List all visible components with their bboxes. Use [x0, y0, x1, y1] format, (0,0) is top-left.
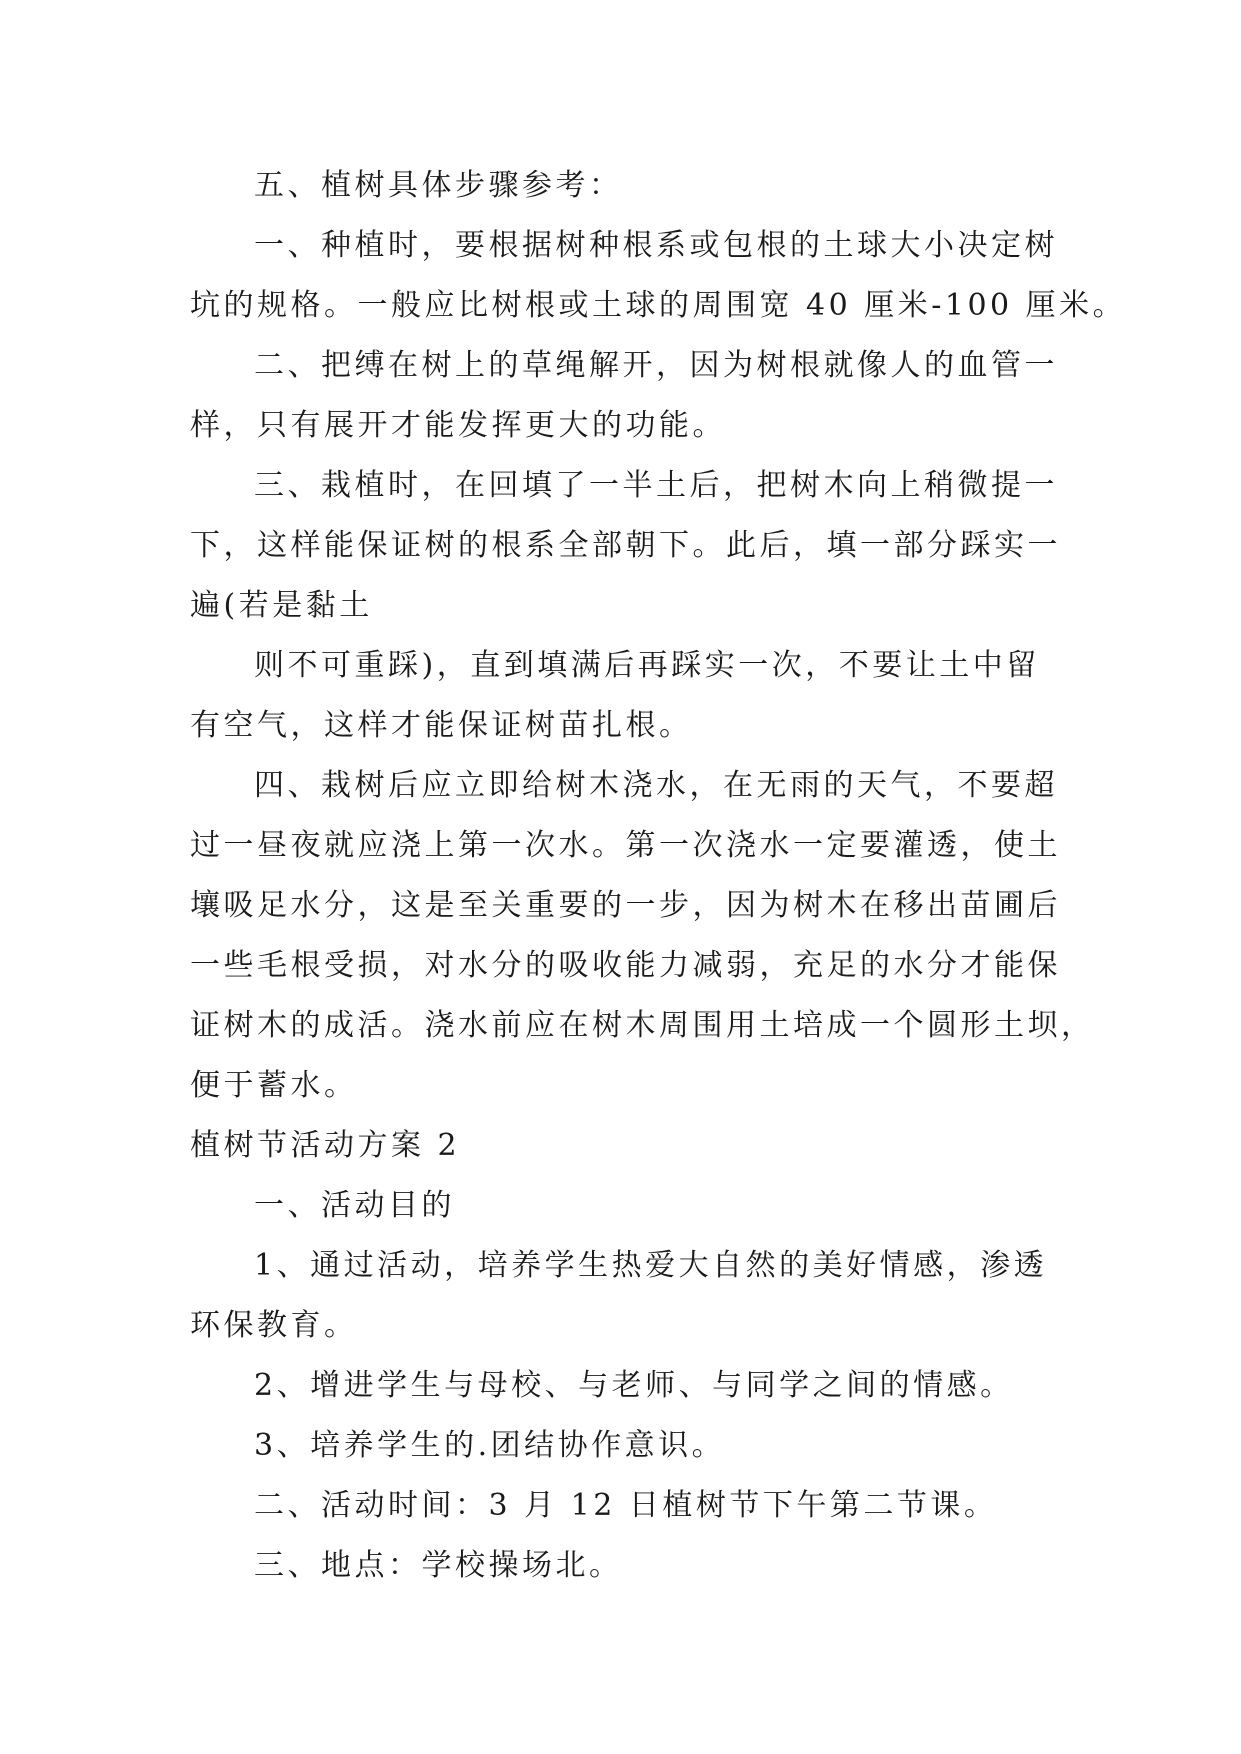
paragraph-line: 有空气，这样才能保证树苗扎根。 — [190, 708, 693, 743]
section-heading: 一、活动目的 — [254, 1188, 455, 1223]
paragraph-line: 过一昼夜就应浇上第一次水。第一次浇水一定要灌透，使土 — [190, 828, 1061, 863]
paragraph-line: 2、增进学生与母校、与老师、与同学之间的情感。 — [254, 1368, 1014, 1403]
paragraph-line: 一、种植时，要根据树种根系或包根的土球大小决定树 — [254, 228, 1058, 263]
paragraph-line: 三、栽植时，在回填了一半土后，把树木向上稍微提一 — [254, 468, 1058, 503]
paragraph-line: 坑的规格。一般应比树根或土球的周围宽 40 厘米-100 厘米。 — [190, 288, 1127, 323]
section-heading: 五、植树具体步骤参考： — [254, 168, 623, 203]
paragraph-line: 壤吸足水分，这是至关重要的一步，因为树木在移出苗圃后 — [190, 888, 1061, 923]
paragraph-line: 3、培养学生的.团结协作意识。 — [254, 1428, 726, 1463]
paragraph-line: 下，这样能保证树的根系全部朝下。此后，填一部分踩实一 — [190, 528, 1061, 563]
paragraph-line: 便于蓄水。 — [190, 1068, 358, 1103]
paragraph-line: 1、通过活动，培养学生热爱大自然的美好情感，渗透 — [254, 1248, 1048, 1283]
paragraph-line: 二、活动时间：3 月 12 日植树节下午第二节课。 — [254, 1488, 998, 1523]
paragraph-line: 遍(若是黏土 — [190, 588, 373, 623]
paragraph-line: 四、栽树后应立即给树木浇水，在无雨的天气，不要超 — [254, 768, 1058, 803]
paragraph-line: 环保教育。 — [190, 1308, 358, 1343]
paragraph-line: 样，只有展开才能发挥更大的功能。 — [190, 408, 726, 443]
paragraph-line: 二、把缚在树上的草绳解开，因为树根就像人的血管一 — [254, 348, 1058, 383]
paragraph-line: 一些毛根受损，对水分的吸收能力减弱，充足的水分才能保 — [190, 948, 1061, 983]
paragraph-line: 三、地点：学校操场北。 — [254, 1548, 623, 1583]
paragraph-line: 则不可重踩)，直到填满后再踩实一次，不要让土中留 — [254, 648, 1040, 683]
paragraph-line: 证树木的成活。浇水前应在树木周围用土培成一个圆形土坝， — [190, 1008, 1095, 1043]
document-title: 植树节活动方案 2 — [190, 1128, 461, 1163]
